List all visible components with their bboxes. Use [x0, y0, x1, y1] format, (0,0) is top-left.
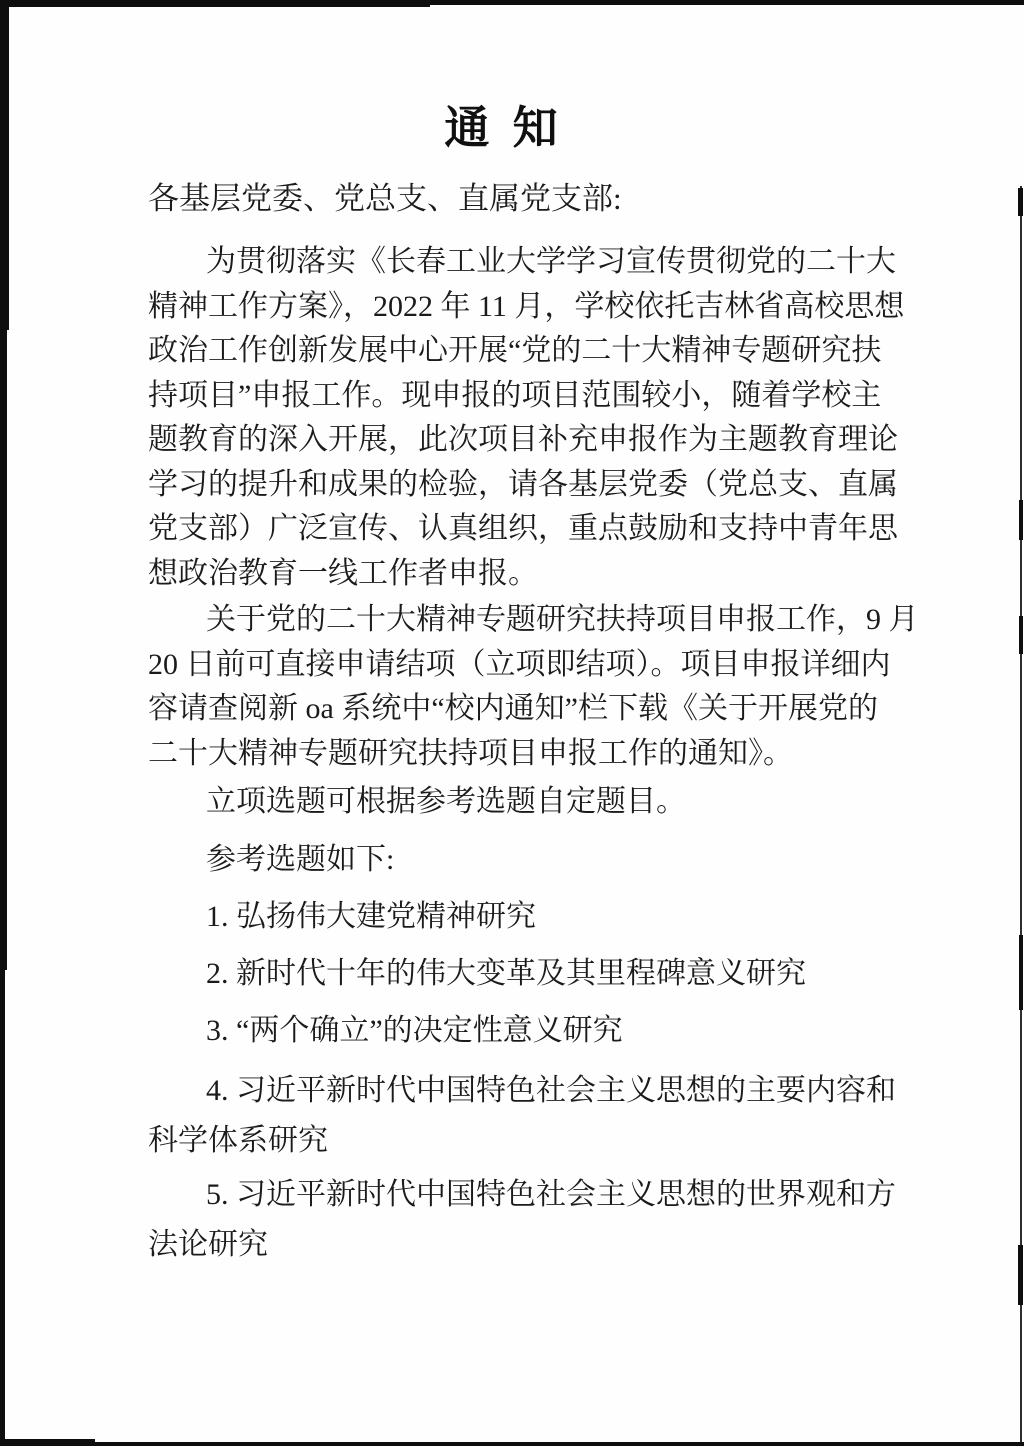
scan-edge-left-top [0, 0, 9, 330]
list-item-line: 法论研究 [148, 1227, 268, 1261]
scan-edge-right-blob [1019, 616, 1023, 654]
body-line: 政治工作创新发展中心开展“党的二十大精神专题研究扶 [148, 334, 882, 367]
body-line: 题教育的深入开展，此次项目补充申报作为主题教育理论 [148, 423, 898, 456]
body-line: 容请查阅新 oa 系统中“校内通知”栏下载《关于开展党的 [148, 692, 878, 725]
list-item [148, 1066, 896, 1166]
page-title: 通 知 [444, 103, 564, 153]
list-item [148, 1009, 860, 1054]
salutation: 各基层党委、党总支、直属党支部: [148, 181, 622, 216]
scan-edge-left-mid [0, 330, 7, 970]
scan-edge-right-blob [1018, 188, 1023, 216]
document-body [148, 0, 919, 1270]
body-line: 党支部）广泛宣传、认真组织，重点鼓励和支持中青年思 [148, 512, 898, 545]
paragraph-2 [148, 598, 919, 776]
list-item-line: 2. 新时代十年的伟大变革及其里程碑意义研究 [206, 957, 806, 990]
scan-edge-right-blob [1019, 935, 1023, 1010]
paragraph-4 [148, 838, 860, 883]
list-item [148, 1170, 896, 1270]
body-line: 精神工作方案》，2022 年 11 月，学校依托吉林省高校思想 [148, 289, 905, 323]
body-line: 立项选题可根据参考选题自定题目。 [206, 785, 686, 818]
body-line: 20 日前可直接申请结项（立项即结项）。项目申报详细内 [148, 647, 891, 681]
scan-edge-right-blob [1018, 1245, 1023, 1305]
list-item-line: 3. “两个确立”的决定性意义研究 [206, 1014, 623, 1047]
list-item-line: 1. 弘扬伟大建党精神研究 [206, 900, 536, 933]
body-line: 关于党的二十大精神专题研究扶持项目申报工作，9 月 [206, 603, 919, 636]
scan-edge-bottom-thick [0, 1439, 95, 1446]
body-line: 二十大精神专题研究扶持项目申报工作的通知》。 [148, 736, 793, 770]
list-item-line: 4. 习近平新时代中国特色社会主义思想的主要内容和 [206, 1073, 896, 1107]
list-item-line: 5. 习近平新时代中国特色社会主义思想的世界观和方 [206, 1177, 896, 1211]
paragraph-3 [148, 780, 860, 825]
body-line: 学习的提升和成果的检验，请各基层党委（党总支、直属 [148, 467, 898, 501]
body-line: 想政治教育一线工作者申报。 [148, 556, 538, 590]
list-item-line: 科学体系研究 [148, 1123, 328, 1157]
list-item [148, 952, 860, 997]
scan-edge-bottom [0, 1442, 1024, 1446]
body-line: 参考选题如下: [206, 842, 395, 876]
body-line: 为贯彻落实《长春工业大学学习宣传贯彻党的二十大 [206, 245, 896, 278]
list-item [148, 895, 860, 940]
paragraph-1 [148, 240, 905, 596]
scan-edge-right-blob [1019, 500, 1023, 540]
body-line: 持项目”申报工作。现申报的项目范围较小，随着学校主 [148, 378, 882, 412]
topic-list [148, 895, 896, 1270]
